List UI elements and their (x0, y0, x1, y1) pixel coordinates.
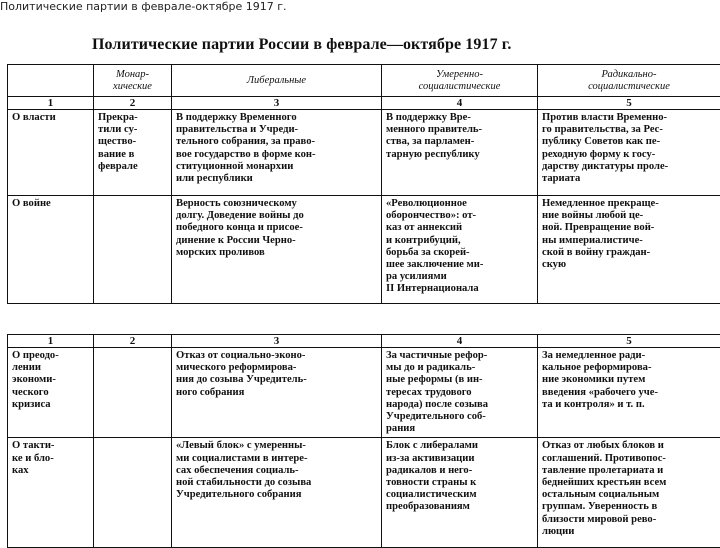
header-empty (8, 65, 94, 97)
header-monarchist: Монар- хические (94, 65, 172, 97)
table-cell: Блок с либералами из-за активизации радикалов и него- товности страны к социалистическим преобразованиям (382, 438, 538, 548)
table-cell: Прекра- тили су- щество- вание в феврале (94, 110, 172, 196)
column-number: 4 (382, 97, 538, 110)
row-label-war: О войне (8, 196, 94, 304)
table-row-war (8, 196, 720, 304)
column-number: 2 (94, 97, 172, 110)
header-moderate-socialist: Умеренно- социалистические (382, 65, 538, 97)
column-number: 3 (172, 335, 382, 348)
parties-table-part1 (7, 64, 720, 304)
column-number: 2 (94, 335, 172, 348)
slide-caption: Политические партии в феврале-октябре 1917 г. (0, 0, 287, 13)
table-cell: В поддержку Временного правительства и Учреди- тельного собрания, за право- вое государство в форме кон- ституционной монархии или республики (172, 110, 382, 196)
header-radical-socialist: Радикально- социалистические (538, 65, 720, 97)
table-cell: За частичные рефор- мы до и радикаль- ные реформы (в ин- тересах трудового народа) после созыва Учредительного соб- рания (382, 348, 538, 438)
header-liberal: Либеральные (172, 65, 382, 97)
table-cell: Отказ от социально-эконо- мического реформирова- ния до созыва Учредитель- ного собрания (172, 348, 382, 438)
table-row-economy (8, 348, 720, 438)
column-number: 3 (172, 97, 382, 110)
table-cell (94, 196, 172, 304)
column-number: 4 (382, 335, 538, 348)
table-cell: «Левый блок» с умеренны- ми социалистами в интере- сах обеспечения социаль- ной стабильности до созыва Учредительного собрания (172, 438, 382, 548)
table-cell (94, 438, 172, 548)
table-cell: Немедленное прекраще- ние войны любой це- ной. Превращение вой- ны империалистиче- ской в войну граждан- скую (538, 196, 720, 304)
row-label-economy: О преодо- лении экономи- ческого кризиса (8, 348, 94, 438)
column-number: 5 (538, 335, 720, 348)
row-label-power: О власти (8, 110, 94, 196)
table-cell: За немедленное ради- кальное реформирова- ние экономики путем введения «рабочего уче- та и контроля» и т. п. (538, 348, 720, 438)
table-cell: В поддержку Вре- менного правитель- ства, за парламен- тарную республику (382, 110, 538, 196)
table-row-power (8, 110, 720, 196)
table-cell (94, 348, 172, 438)
table-cell: Против власти Временно- го правительства, за Рес- публику Советов как пе- реходную форму к госу- дарству диктатуры проле- тариата (538, 110, 720, 196)
page-title: Политические партии России в феврале—октябре 1917 г. (92, 36, 511, 54)
column-number: 5 (538, 97, 720, 110)
column-number: 1 (8, 335, 94, 348)
table-row-tactics (8, 438, 720, 548)
header-row (8, 65, 720, 97)
parties-table-part2 (7, 334, 720, 548)
column-number: 1 (8, 97, 94, 110)
column-numbers-row (8, 335, 720, 348)
row-label-tactics: О такти- ке и бло- ках (8, 438, 94, 548)
column-numbers-row (8, 97, 720, 110)
table-cell: «Революционное оборончество»: от- каз от аннексий и контрибуций, борьба за скорей- шее заключение ми- ра усилиями II Интернационала (382, 196, 538, 304)
table-cell: Верность союзническому долгу. Доведение войны до победного конца и присое- динение к России Черно- морских проливов (172, 196, 382, 304)
table-cell: Отказ от любых блоков и соглашений. Противопос- тавление пролетариата и беднейших крестьян всем остальным социальным группам. Уверенность в близости мировой рево- люции (538, 438, 720, 548)
